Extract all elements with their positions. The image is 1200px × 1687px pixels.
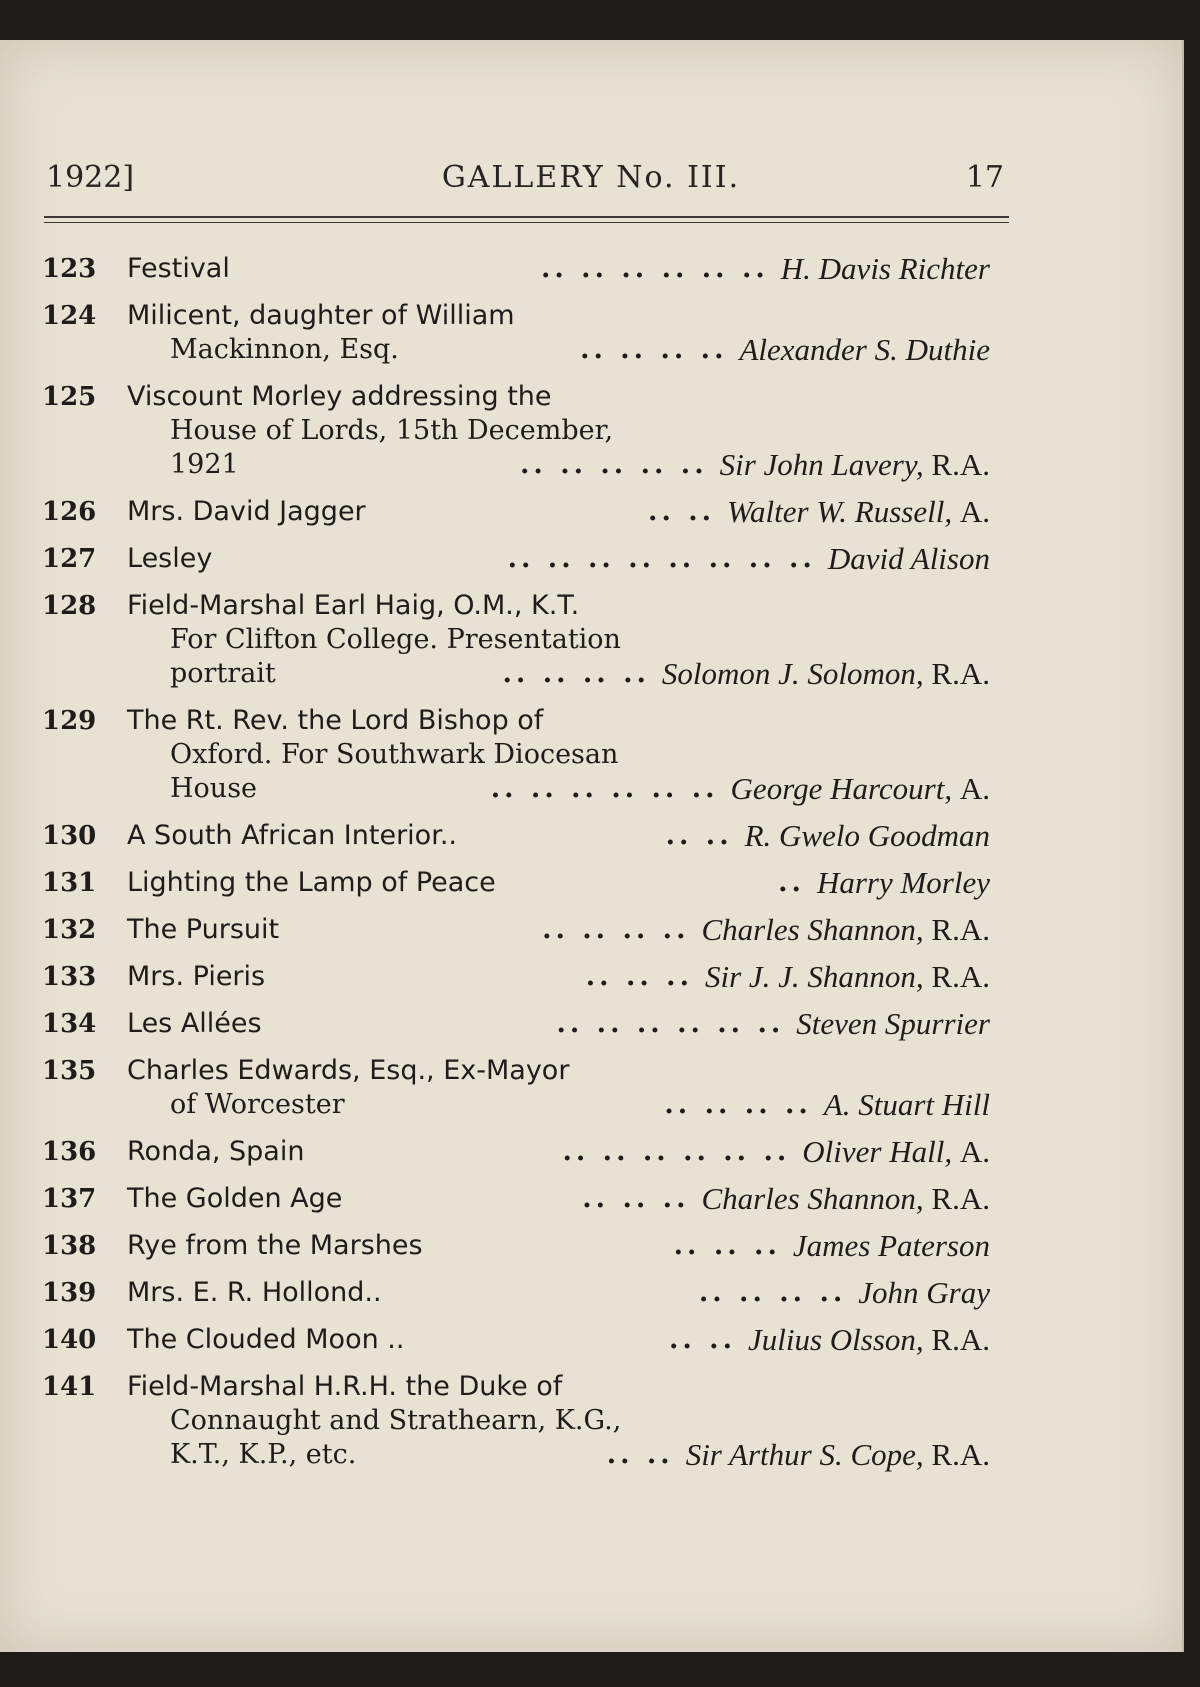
catalogue-entry xyxy=(0,1182,1182,1216)
entry-line xyxy=(0,299,1182,333)
artist-text: H. Davis Richter xyxy=(780,251,990,286)
entry-line xyxy=(0,772,1182,806)
artist-text: David Alison xyxy=(827,541,990,576)
entry-number: 130 xyxy=(42,821,97,851)
entry-line xyxy=(0,1438,1182,1472)
artist-name xyxy=(731,772,990,806)
entry-number: 134 xyxy=(42,1009,97,1039)
entry-number: 139 xyxy=(42,1278,97,1308)
artist-name xyxy=(748,1323,990,1357)
catalogue-entry xyxy=(0,380,1182,482)
header-title: GALLERY No. III. xyxy=(441,160,741,195)
entry-title-continued: K.T., K.P., etc. xyxy=(170,1439,357,1470)
artist-honor: R.A. xyxy=(931,1322,990,1357)
artist-name xyxy=(727,495,990,529)
artist-honor: A. xyxy=(959,494,990,529)
entry-title: Les Allées xyxy=(127,1008,262,1039)
entry-number: 135 xyxy=(42,1056,97,1086)
entry-number: 127 xyxy=(42,544,97,574)
entry-title: A South African Interior.. xyxy=(127,820,457,851)
entry-line xyxy=(0,448,1182,482)
entry-title: Charles Edwards, Esq., Ex-Mayor xyxy=(127,1055,570,1086)
page-number: 17 xyxy=(965,160,1004,195)
entry-title: Festival xyxy=(127,253,230,284)
leader-dots: .. .. .. .. .. .. xyxy=(490,773,719,804)
entry-line xyxy=(0,913,1182,947)
entry-list xyxy=(0,252,1182,1485)
catalogue-entry xyxy=(0,913,1182,947)
artist-name xyxy=(662,657,990,691)
leader-dots: .. .. xyxy=(648,496,716,527)
entry-title: The Pursuit xyxy=(127,914,280,945)
leader-dots: .. .. .. xyxy=(582,1183,690,1214)
artist-name xyxy=(720,448,990,482)
artist-text: Charles Shannon, xyxy=(701,912,924,947)
artist-name xyxy=(701,913,990,947)
artist-name xyxy=(793,1229,990,1263)
entry-line xyxy=(0,1088,1182,1122)
artist-text: Sir J. J. Shannon, xyxy=(704,959,924,994)
artist-name xyxy=(781,252,990,286)
entry-title: Rye from the Marshes xyxy=(127,1230,423,1261)
catalogue-entry xyxy=(0,1135,1182,1169)
entry-line xyxy=(0,1182,1182,1216)
artist-honor: R.A. xyxy=(931,959,990,994)
catalogue-entry xyxy=(0,252,1182,286)
entry-number: 137 xyxy=(42,1184,97,1214)
entry-line xyxy=(0,960,1182,994)
entry-line xyxy=(0,657,1182,691)
catalogue-entry xyxy=(0,589,1182,691)
artist-text: R. Gwelo Goodman xyxy=(744,818,990,853)
artist-name xyxy=(796,1007,990,1041)
entry-title: Field-Marshal Earl Haig, O.M., K.T. xyxy=(127,590,580,621)
catalogue-page xyxy=(0,40,1184,1652)
entry-number: 123 xyxy=(42,254,97,284)
leader-dots: .. .. .. .. .. xyxy=(520,449,708,480)
entry-title-continued: of Worcester xyxy=(170,1089,345,1120)
catalogue-entry xyxy=(0,819,1182,853)
entry-title: Milicent, daughter of William xyxy=(127,300,515,331)
artist-text: Solomon J. Solomon, xyxy=(661,656,924,691)
artist-text: Steven Spurrier xyxy=(796,1006,990,1041)
entry-line xyxy=(0,542,1182,576)
entry-number: 125 xyxy=(42,382,97,412)
catalogue-entry xyxy=(0,299,1182,367)
entry-line xyxy=(0,1007,1182,1041)
catalogue-entry xyxy=(0,495,1182,529)
header-rule xyxy=(44,216,1009,218)
artist-text: John Gray xyxy=(858,1275,990,1310)
entry-line xyxy=(0,623,1182,657)
artist-name xyxy=(802,1135,990,1169)
artist-honor: A. xyxy=(959,1134,990,1169)
leader-dots: .. .. xyxy=(665,820,733,851)
entry-line xyxy=(0,819,1182,853)
artist-name xyxy=(828,542,990,576)
artist-honor: R.A. xyxy=(931,447,990,482)
leader-dots: .. .. .. xyxy=(585,961,693,992)
artist-text: Sir John Lavery, xyxy=(719,447,924,482)
entry-title: Mrs. E. R. Hollond.. xyxy=(127,1277,382,1308)
entry-title-continued: Mackinnon, Esq. xyxy=(170,334,399,365)
entry-number: 124 xyxy=(42,301,97,331)
entry-number: 133 xyxy=(42,962,97,992)
artist-name xyxy=(745,819,990,853)
artist-name xyxy=(705,960,990,994)
entry-number: 128 xyxy=(42,591,97,621)
running-header xyxy=(0,120,1182,195)
artist-name xyxy=(686,1438,990,1472)
entry-number: 136 xyxy=(42,1137,97,1167)
leader-dots: .. .. xyxy=(606,1439,674,1470)
entry-line xyxy=(0,1054,1182,1088)
artist-name xyxy=(824,1088,990,1122)
entry-line xyxy=(0,1135,1182,1169)
entry-title: Mrs. David Jagger xyxy=(127,496,366,527)
entry-title: Lesley xyxy=(127,543,213,574)
entry-line xyxy=(0,704,1182,738)
entry-number: 138 xyxy=(42,1231,97,1261)
catalogue-entry xyxy=(0,542,1182,576)
artist-honor: R.A. xyxy=(931,656,990,691)
leader-dots: .. .. .. .. xyxy=(502,658,650,689)
entry-number: 131 xyxy=(42,868,97,898)
artist-text: Charles Shannon, xyxy=(701,1181,924,1216)
catalogue-entry xyxy=(0,1370,1182,1472)
leader-dots: .. .. .. .. .. .. .. .. xyxy=(507,543,816,574)
artist-text: George Harcourt, xyxy=(730,771,953,806)
leader-dots: .. .. .. .. xyxy=(580,334,728,365)
entry-line xyxy=(0,1370,1182,1404)
leader-dots: .. .. .. .. xyxy=(698,1277,847,1308)
artist-name xyxy=(858,1276,990,1310)
entry-line xyxy=(0,866,1182,900)
catalogue-entry xyxy=(0,704,1182,806)
artist-honor: R.A. xyxy=(931,1181,990,1216)
catalogue-entry xyxy=(0,960,1182,994)
artist-text: Harry Morley xyxy=(816,865,990,900)
entry-title-continued: portrait xyxy=(170,658,276,689)
entry-title-continued: Connaught and Strathearn, K.G., xyxy=(170,1405,622,1436)
entry-number: 140 xyxy=(42,1325,97,1355)
artist-text: Walter W. Russell, xyxy=(727,494,953,529)
header-rule-thin xyxy=(44,222,1009,223)
entry-title: The Rt. Rev. the Lord Bishop of xyxy=(127,705,544,736)
entry-line xyxy=(0,1323,1182,1357)
entry-line xyxy=(0,252,1182,286)
entry-line xyxy=(0,380,1182,414)
entry-line xyxy=(0,1404,1182,1438)
artist-text: Julius Olsson, xyxy=(747,1322,924,1357)
entry-number: 129 xyxy=(42,706,97,736)
catalogue-entry xyxy=(0,866,1182,900)
entry-title-continued: 1921 xyxy=(170,449,239,480)
artist-honor: A. xyxy=(959,771,990,806)
leader-dots: .. .. .. xyxy=(673,1230,781,1261)
artist-text: A. Stuart Hill xyxy=(823,1087,990,1122)
entry-title: Field-Marshal H.R.H. the Duke of xyxy=(127,1371,563,1402)
leader-dots: .. .. .. .. xyxy=(542,914,690,945)
entry-title-continued: For Clifton College. Presentation xyxy=(170,624,621,655)
entry-number: 126 xyxy=(42,497,97,527)
entry-line xyxy=(0,495,1182,529)
entry-title: Viscount Morley addressing the xyxy=(127,381,552,412)
artist-honor: R.A. xyxy=(931,1437,990,1472)
entry-title: Mrs. Pieris xyxy=(127,961,266,992)
artist-text: Oliver Hall, xyxy=(802,1134,953,1169)
leader-dots: .. .. .. .. .. .. xyxy=(562,1136,791,1167)
leader-dots: .. .. .. .. .. .. xyxy=(540,253,769,284)
entry-number: 141 xyxy=(42,1372,97,1402)
entry-line xyxy=(0,333,1182,367)
entry-title-continued: Oxford. For Southwark Diocesan xyxy=(170,739,619,770)
entry-title-continued: House of Lords, 15th December, xyxy=(170,415,614,446)
artist-name xyxy=(701,1182,990,1216)
entry-line xyxy=(0,414,1182,448)
entry-title: Lighting the Lamp of Peace xyxy=(127,867,496,898)
leader-dots: .. .. .. .. xyxy=(664,1089,812,1120)
artist-text: Alexander S. Duthie xyxy=(739,332,990,367)
entry-title: The Golden Age xyxy=(127,1183,343,1214)
artist-text: James Paterson xyxy=(792,1228,990,1263)
entry-line xyxy=(0,589,1182,623)
artist-text: Sir Arthur S. Cope, xyxy=(685,1437,924,1472)
leader-dots: .. .. .. .. .. .. xyxy=(556,1008,785,1039)
leader-dots: .. xyxy=(778,867,805,898)
entry-line xyxy=(0,1229,1182,1263)
catalogue-entry xyxy=(0,1323,1182,1357)
entry-number: 132 xyxy=(42,915,97,945)
artist-honor: R.A. xyxy=(931,912,990,947)
artist-name xyxy=(739,333,990,367)
leader-dots: .. .. xyxy=(668,1324,736,1355)
catalogue-entry xyxy=(0,1276,1182,1310)
entry-line xyxy=(0,738,1182,772)
artist-name xyxy=(817,866,990,900)
header-year: 1922] xyxy=(46,160,135,195)
catalogue-entry xyxy=(0,1007,1182,1041)
entry-title-continued: House xyxy=(170,773,258,804)
catalogue-entry xyxy=(0,1054,1182,1122)
entry-title: Ronda, Spain xyxy=(127,1136,305,1167)
entry-line xyxy=(0,1276,1182,1310)
entry-title: The Clouded Moon .. xyxy=(127,1324,405,1355)
catalogue-entry xyxy=(0,1229,1182,1263)
